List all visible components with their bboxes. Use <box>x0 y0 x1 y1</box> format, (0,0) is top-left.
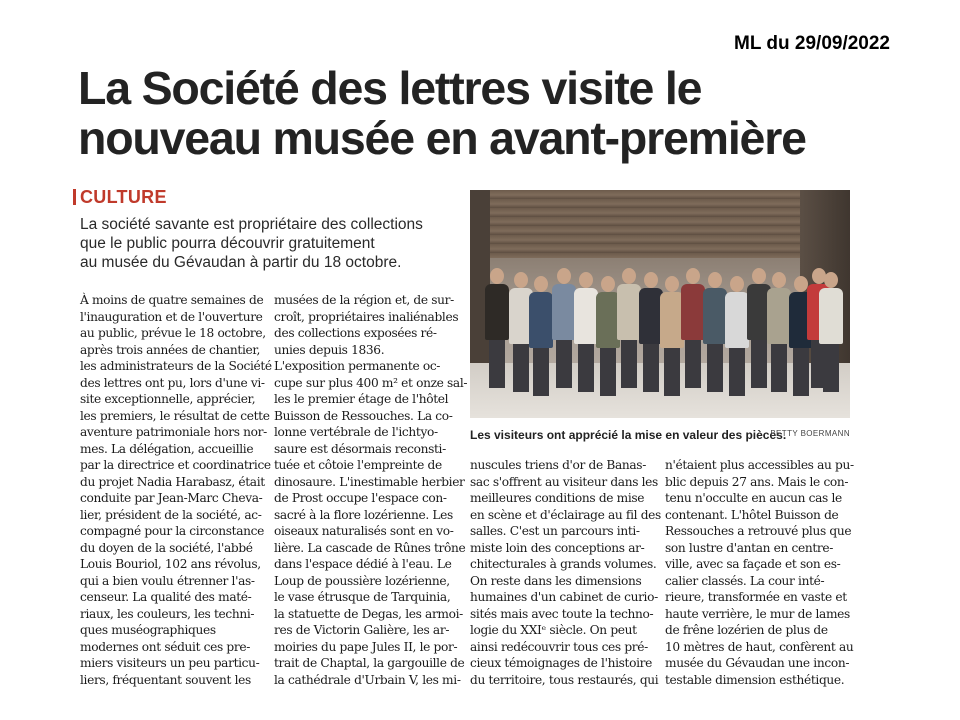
article-line: son lustre d'antan en centre- <box>665 540 834 555</box>
article-line: calier classés. La cour inté- <box>665 573 825 588</box>
article-line: saure est désormais reconsti- <box>274 441 446 456</box>
article-line: sacré à la flore lozérienne. Les <box>274 507 453 522</box>
article-line: de frêne lozérien de plus de <box>665 623 828 637</box>
article-line: du doyen de la société, l'abbé <box>80 540 253 555</box>
article-line: des collections exposées ré- <box>274 326 437 340</box>
visitor-figure <box>818 272 844 392</box>
article-line: après trois années de chantier, <box>80 342 261 357</box>
article-line: miste loin des conceptions ar- <box>470 540 645 555</box>
article-line: moiries du pape Jules II, le por- <box>274 639 458 654</box>
article-line: cieux témoignages de l'histoire <box>470 656 652 670</box>
article-line: aventure patrimoniale hors nor- <box>80 425 267 439</box>
article-line: en scène et d'éclairage au fil des <box>470 507 661 522</box>
article-line: logie du XXIᵉ siècle. On peut <box>470 623 637 637</box>
article-line: sac s'offrent au visiteur dans les <box>470 474 658 489</box>
article-line: la statuette de Degas, les armoi- <box>274 606 463 621</box>
article-line: trait de Chaptal, la gargouille de <box>274 656 465 670</box>
article-line: riaux, les couleurs, les techni- <box>80 606 255 621</box>
article-line: blic depuis 27 ans. Mais le con- <box>665 474 849 489</box>
article-line: 10 mètres de haut, confèrent au <box>665 639 854 654</box>
article-line: par la directrice et coordinatrice <box>80 458 271 472</box>
article-column-3 <box>470 457 661 688</box>
article-line: unies depuis 1836. <box>274 342 385 357</box>
article-line: au public, prévue le 18 octobre, <box>80 326 266 340</box>
article-line: Ressouches a retrouvé plus que <box>665 524 852 538</box>
visitor-figure <box>484 268 510 388</box>
article-line: les le premier étage de l'hôtel <box>274 392 449 406</box>
article-line: croît, propriétaires inaliénables <box>274 309 459 324</box>
wood-slat-wall <box>488 190 833 258</box>
article-line: mes. La délégation, accueillie <box>80 441 254 456</box>
article-line: liers, fréquentant souvent les <box>80 672 251 687</box>
photo-caption <box>470 428 850 442</box>
article-line: du territoire, tous restaurés, qui <box>470 672 659 687</box>
chapeau-line: au musée du Gévaudan à partir du 18 octobre. <box>80 254 402 271</box>
headline-line: La Société des lettres visite le <box>78 62 702 114</box>
article-line: miers visiteurs un peu particu- <box>80 656 260 670</box>
article-line: ainsi redécouvrir tous ces pré- <box>470 639 648 654</box>
article-line: meilleures conditions de mise <box>470 491 645 505</box>
article-line: du projet Nadia Harabasz, était <box>80 474 265 489</box>
article-line: lier, président de la société, ac- <box>80 507 262 522</box>
article-line: On reste dans les dimensions <box>470 573 642 588</box>
article-line: qui a bien voulu étrenner l'as- <box>80 573 255 588</box>
article-line: sités mais avec toute la techno- <box>470 606 654 621</box>
article-line: ques muséographiques <box>80 623 216 637</box>
article-line: testable dimension esthétique. <box>665 672 845 687</box>
article-line: musée du Gévaudan une incon- <box>665 656 850 670</box>
chapeau <box>80 215 423 272</box>
article-line: tuée et côtoie l'empreinte de <box>274 458 442 472</box>
group-photo <box>470 190 850 418</box>
article-line: À moins de quatre semaines de <box>80 293 264 307</box>
article-column-1 <box>80 292 272 688</box>
article-line: rieure, transformée en vaste et <box>665 590 847 604</box>
article-line: haute verrière, le mur de lames <box>665 606 850 621</box>
source-date: ML du 29/09/2022 <box>734 33 890 54</box>
article-line: musées de la région et, de sur- <box>274 293 454 307</box>
headline <box>78 63 878 163</box>
article-line: salles. C'est un parcours inti- <box>470 524 640 538</box>
article-line: conduite par Jean-Marc Cheva- <box>80 491 263 505</box>
article-line: lonne vertébrale de l'ichtyo- <box>274 425 438 439</box>
article-line: Buisson de Ressouches. La co- <box>274 408 453 423</box>
article-line: dans l'espace dédié à l'eau. Le <box>274 557 452 571</box>
article-line: modernes ont séduit ces pre- <box>80 639 250 654</box>
rubric-label: CULTURE <box>80 187 167 207</box>
chapeau-line: La société savante est propriétaire des collections <box>80 216 423 233</box>
article-line: n'étaient plus accessibles au pu- <box>665 458 854 472</box>
article-line: res de Victorin Galière, les ar- <box>274 623 450 637</box>
caption-text: Les visiteurs ont apprécié la mise en valeur des pièces. <box>470 428 787 442</box>
article-line: compagné pour la circonstance <box>80 524 264 538</box>
article-line: de Prost occupe l'espace con- <box>274 491 447 505</box>
article-line: chitecturales à grands volumes. <box>470 557 657 571</box>
article-line: cupe sur plus 400 m² et onze sal- <box>274 375 468 390</box>
article-line: la cathédrale d'Urbain V, les mi- <box>274 672 461 687</box>
article-line: tenu n'occulte en aucun cas le <box>665 491 842 505</box>
article-line: dinosaure. L'inestimable herbier <box>274 474 465 489</box>
article-column-2 <box>274 292 467 688</box>
article-line: Loup de poussière lozérienne, <box>274 573 450 588</box>
photo-credit: BETTY BOERMANN <box>770 429 850 438</box>
headline-line: nouveau musée en avant-première <box>78 112 806 164</box>
article-line: censeur. La qualité des maté- <box>80 590 252 604</box>
article-line: site exceptionnelle, apprécier, <box>80 392 256 406</box>
article-line: humaines d'un cabinet de curio- <box>470 590 658 604</box>
article-line: oiseaux naturalisés sont en vo- <box>274 524 454 538</box>
article-line: Louis Bouriol, 102 ans révolus, <box>80 557 261 571</box>
article-line: les administrateurs de la Société <box>80 359 272 373</box>
chapeau-line: que le public pourra découvrir gratuitement <box>80 235 375 252</box>
article-line: contenant. L'hôtel Buisson de <box>665 507 839 522</box>
article-line: les premiers, le résultat de cette <box>80 408 270 423</box>
article-line: le vase étrusque de Tarquinia, <box>274 590 451 604</box>
article-column-4 <box>665 457 854 688</box>
article-line: L'exposition permanente oc- <box>274 359 441 373</box>
article-line: l'inauguration et de l'ouverture <box>80 309 263 324</box>
article-line: ville, avec sa façade et son es- <box>665 557 841 571</box>
article-line: lière. La cascade de Rûnes trône <box>274 540 466 555</box>
article-line: des lettres ont pu, lors d'une vi- <box>80 375 265 390</box>
article-line: nuscules triens d'or de Banas- <box>470 458 646 472</box>
